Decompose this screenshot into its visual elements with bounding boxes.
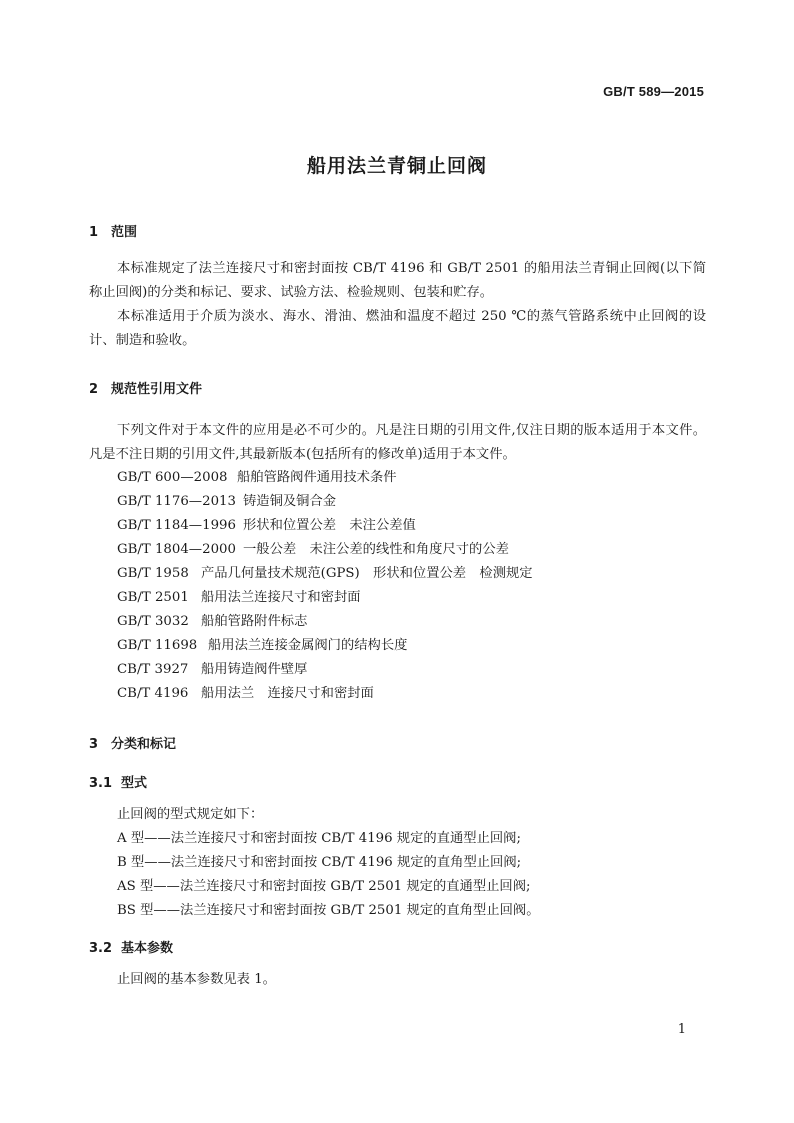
section-3-heading (89, 733, 176, 752)
reference-title: 船舶管路附件标志 (201, 614, 308, 629)
type-item: AS 型——法兰连接尺寸和密封面按 GB/T 2501 规定的直通型止回阀; (117, 879, 531, 894)
reference-item (117, 492, 336, 512)
reference-title: 产品几何量技术规范(GPS) 形状和位置公差 检测规定 (201, 566, 533, 581)
references-intro: 下列文件对于本文件的应用是必不可少的。凡是注日期的引用文件,仅注日期的版本适用于本文件。凡是不注日期的引用文件,其最新版本(包括所有的修改单)适用于本文件。 (89, 423, 706, 462)
section-2-heading (89, 378, 202, 397)
scope-paragraph-2: 本标准适用于介质为淡水、海水、滑油、燃油和温度不超过 250 ℃的蒸气管路系统中止回阀的设计、制造和验收。 (89, 309, 706, 348)
scope-paragraph-1: 本标准规定了法兰连接尺寸和密封面按 CB/T 4196 和 GB/T 2501 的船用法兰青铜止回阀(以下简称止回阀)的分类和标记、要求、试验方法、检验规则、包装和贮存。 (89, 261, 706, 300)
reference-title: 形状和位置公差 未注公差值 (243, 518, 416, 533)
reference-item (117, 540, 509, 560)
section-number: 1 (89, 225, 99, 240)
type-item: B 型——法兰连接尺寸和密封面按 CB/T 4196 规定的直角型止回阀; (117, 855, 522, 870)
reference-title: 铸造铜及铜合金 (243, 494, 337, 509)
reference-title: 船用法兰 连接尺寸和密封面 (201, 686, 374, 701)
reference-code: GB/T 2501 (117, 590, 189, 605)
page-number: 1 (677, 1022, 686, 1037)
document-title: 船用法兰青铜止回阀 (306, 155, 487, 177)
section-1-heading (89, 221, 137, 240)
reference-item (117, 564, 533, 584)
reference-code: GB/T 3032 (117, 614, 189, 629)
standard-code: GB/T 589—2015 (603, 84, 704, 99)
section-title: 范围 (111, 225, 138, 240)
reference-code: GB/T 1184—1996 (117, 518, 236, 533)
type-item: BS 型——法兰连接尺寸和密封面按 GB/T 2501 规定的直角型止回阀。 (117, 903, 540, 918)
subsection-3-1-heading (89, 772, 147, 791)
subsection-3-2-heading (89, 937, 173, 956)
subsection-title: 型式 (121, 776, 148, 791)
reference-code: GB/T 1958 (117, 566, 189, 581)
reference-title: 一般公差 未注公差的线性和角度尺寸的公差 (243, 542, 509, 557)
reference-item (117, 468, 397, 488)
reference-item (117, 612, 307, 632)
reference-code: CB/T 4196 (117, 686, 189, 701)
section-title: 分类和标记 (111, 737, 177, 752)
reference-code: CB/T 3927 (117, 662, 189, 677)
reference-title: 船舶管路阀件通用技术条件 (237, 470, 397, 485)
section-title: 规范性引用文件 (111, 382, 203, 397)
reference-title: 船用铸造阀件壁厚 (201, 662, 308, 677)
reference-item (117, 636, 407, 656)
basic-parameters-text: 止回阀的基本参数见表 1。 (117, 972, 276, 987)
subsection-number: 3.1 (89, 776, 113, 791)
reference-code: GB/T 1804—2000 (117, 542, 236, 557)
reference-item (117, 588, 361, 608)
reference-title: 船用法兰连接金属阀门的结构长度 (208, 638, 408, 653)
section-number: 3 (89, 737, 99, 752)
reference-code: GB/T 600—2008 (117, 470, 228, 485)
subsection-number: 3.2 (89, 941, 113, 956)
type-intro: 止回阀的型式规定如下： (117, 807, 264, 822)
reference-item (117, 516, 416, 536)
reference-title: 船用法兰连接尺寸和密封面 (201, 590, 361, 605)
subsection-title: 基本参数 (121, 941, 174, 956)
reference-item (117, 684, 374, 704)
reference-code: GB/T 1176—2013 (117, 494, 236, 509)
type-item: A 型——法兰连接尺寸和密封面按 CB/T 4196 规定的直通型止回阀; (117, 831, 521, 846)
section-number: 2 (89, 382, 99, 397)
reference-code: GB/T 11698 (117, 638, 198, 653)
reference-item (117, 660, 307, 680)
